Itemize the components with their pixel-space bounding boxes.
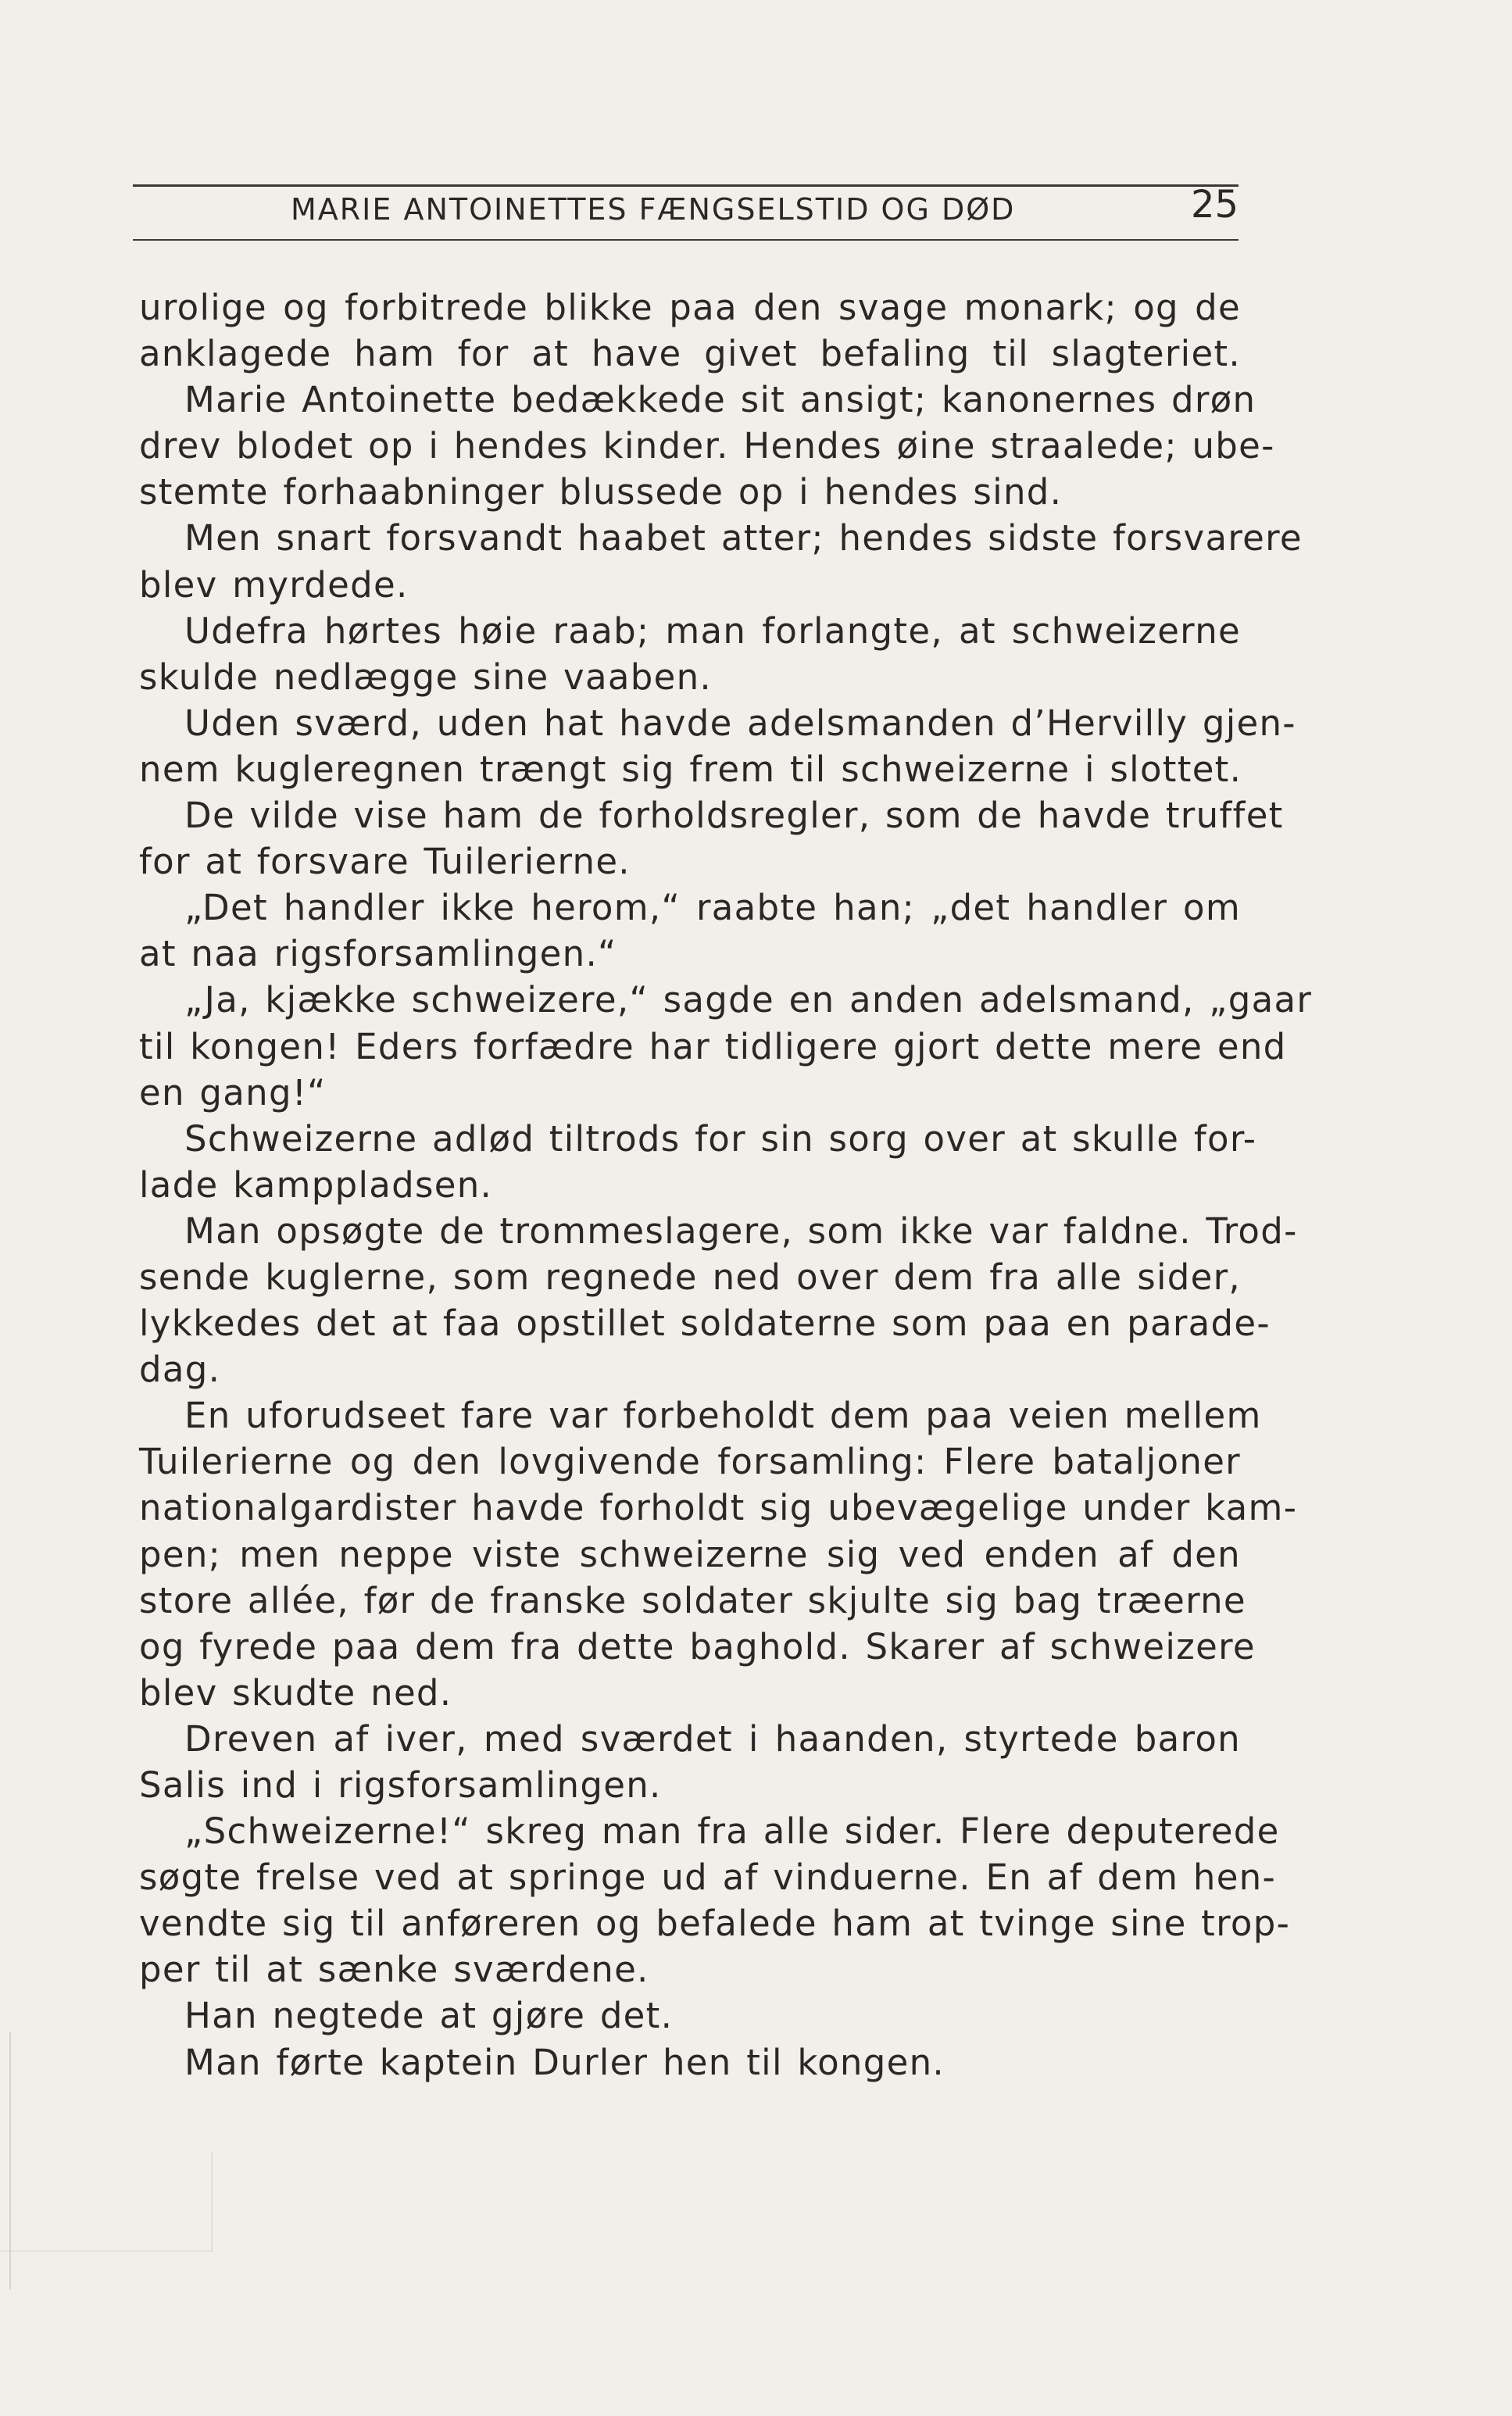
text-line: Uden sværd, uden hat havde adelsmanden d’Hervilly gjen- bbox=[184, 702, 1296, 744]
text-line: blev skudte ned. bbox=[139, 1671, 452, 1714]
text-line: Man opsøgte de trommeslagere, som ikke var faldne. Trod- bbox=[184, 1210, 1298, 1252]
text-line: Schweizerne adlød tiltrods for sin sorg over at skulle for- bbox=[184, 1117, 1257, 1160]
text-line: anklagede ham for at have givet befaling til slagteriet. bbox=[139, 333, 1241, 375]
text-line: „Det handler ikke herom,“ raabte han; „det handler om bbox=[184, 887, 1241, 929]
text-line: for at forsvare Tuilerierne. bbox=[139, 841, 631, 883]
text-line: Udefra hørtes høie raab; man forlangte, at schweizerne bbox=[184, 609, 1241, 652]
text-line: til kongen! Eders forfædre har tidligere gjort dette mere end bbox=[139, 1025, 1287, 1067]
text-line: Tuilerierne og den lovgivende forsamling: Flere bataljoner bbox=[139, 1441, 1241, 1483]
text-line: Dreven af iver, med sværdet i haanden, styrtede baron bbox=[184, 1717, 1241, 1760]
text-line: nationalgardister havde forholdt sig ubevægelige under kam- bbox=[139, 1487, 1298, 1529]
text-line: lade kamppladsen. bbox=[139, 1163, 493, 1206]
text-line: store allée, før de franske soldater skjulte sig bag træerne bbox=[139, 1579, 1246, 1621]
text-line: sende kuglerne, som regnede ned over dem fra alle sider, bbox=[139, 1256, 1241, 1298]
text-line: søgte frelse ved at springe ud af vinduerne. En af dem hen- bbox=[139, 1857, 1277, 1899]
text-line: De vilde vise ham de forholdsregler, som de havde truffet bbox=[184, 795, 1284, 837]
text-line: „Schweizerne!“ skreg man fra alle sider. Flere deputerede bbox=[184, 1810, 1280, 1853]
text-line: Salis ind i rigsforsamlingen. bbox=[139, 1764, 662, 1806]
text-line: Men snart forsvandt haabet atter; hendes sidste forsvarere bbox=[184, 517, 1303, 559]
text-line: drev blodet op i hendes kinder. Hendes øine straalede; ube- bbox=[139, 425, 1275, 467]
paper-edge-mark bbox=[9, 2032, 11, 2289]
text-line: en gang!“ bbox=[139, 1071, 327, 1113]
text-line: „Ja, kjække schweizere,“ sagde en anden adelsmand, „gaar bbox=[184, 979, 1313, 1021]
text-line: urolige og forbitrede blikke paa den svage monark; og de bbox=[139, 287, 1241, 328]
paper-mark bbox=[0, 2153, 213, 2252]
text-line: En uforudseet fare var forbeholdt dem paa veien mellem bbox=[184, 1395, 1262, 1437]
text-line: vendte sig til anføreren og befalede ham at tvinge sine trop- bbox=[139, 1903, 1291, 1945]
text-line: Man førte kaptein Durler hen til kongen. bbox=[184, 2041, 945, 2083]
body-text bbox=[139, 284, 1313, 2085]
text-line: pen; men neppe viste schweizerne sig ved enden af den bbox=[139, 1533, 1241, 1575]
text-line: skulde nedlægge sine vaaben. bbox=[139, 656, 712, 698]
text-line: per til at sænke sværdene. bbox=[139, 1949, 649, 1991]
text-line: stemte forhaabninger blussede op i hendes sind. bbox=[139, 471, 1063, 513]
text-line: dag. bbox=[139, 1349, 221, 1391]
text-line: blev myrdede. bbox=[139, 563, 409, 606]
text-line: lykkedes det at faa opstillet soldaterne som paa en parade- bbox=[139, 1303, 1271, 1345]
text-line: Han negtede at gjøre det. bbox=[184, 1995, 674, 2037]
text-line: og fyrede paa dem fra dette baghold. Skarer af schweizere bbox=[139, 1625, 1256, 1667]
text-line: nem kugleregnen trængt sig frem til schweizerne i slottet. bbox=[139, 748, 1242, 790]
page-number: 25 bbox=[1191, 183, 1239, 227]
text-line: Marie Antoinette bedækkede sit ansigt; kanonernes drøn bbox=[184, 379, 1256, 421]
text-line: at naa rigsforsamlingen.“ bbox=[139, 933, 617, 975]
running-head: MARIE ANTOINETTES FÆNGSELSTID OG DØD bbox=[291, 192, 1016, 227]
header-bottom-rule bbox=[133, 239, 1239, 241]
header-top-rule bbox=[133, 184, 1239, 187]
